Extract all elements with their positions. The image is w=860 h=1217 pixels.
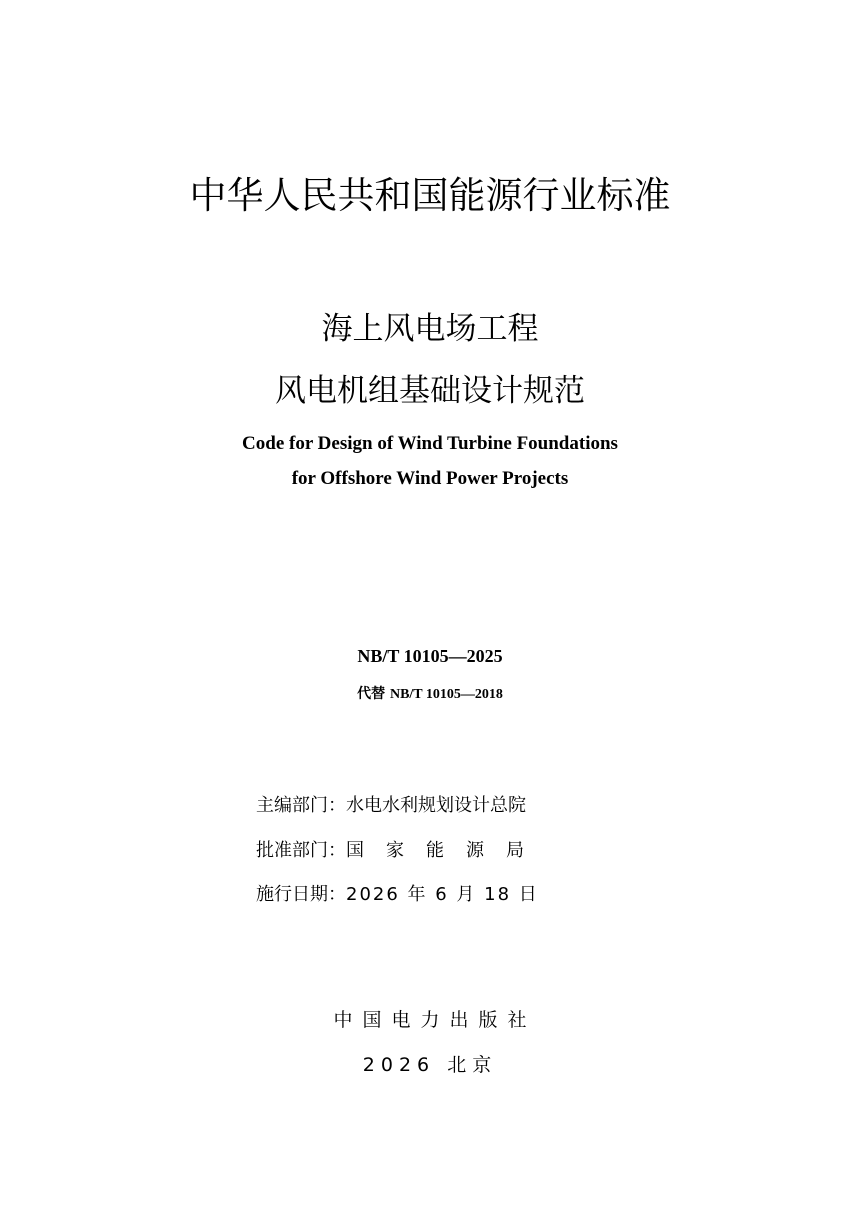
title-cn-line2: 风电机组基础设计规范 <box>275 373 585 409</box>
publication-year-place: 2026 北京 <box>362 1054 498 1076</box>
effective-date-row <box>256 882 539 908</box>
title-cn-line1: 海上风电场工程 <box>321 311 539 347</box>
replaces-prefix: 代替 <box>357 686 386 702</box>
standard-number: NB/T 10105—2025 <box>357 646 503 666</box>
effective-date-label: 施行日期： <box>256 884 346 905</box>
replaces-standard <box>0 684 860 705</box>
title-en-line1: Code for Design of Wind Turbine Foundations <box>242 433 618 454</box>
effective-date-value: 2026 年 6 月 18 日 <box>346 884 539 905</box>
approver-row <box>256 838 546 864</box>
approver-label: 批准部门： <box>256 840 346 861</box>
editor-value: 水电水利规划设计总院 <box>346 795 526 816</box>
publisher: 中国电力出版社 <box>333 1009 537 1031</box>
editor-label: 主编部门： <box>256 795 346 816</box>
approver-value: 国家能源局 <box>346 840 546 861</box>
title-en-line2: for Offshore Wind Power Projects <box>291 468 569 489</box>
editor-row <box>256 793 526 819</box>
replaces-number: NB/T 10105—2018 <box>389 687 503 702</box>
standard-category-title: 中华人民共和国能源行业标准 <box>189 174 671 217</box>
